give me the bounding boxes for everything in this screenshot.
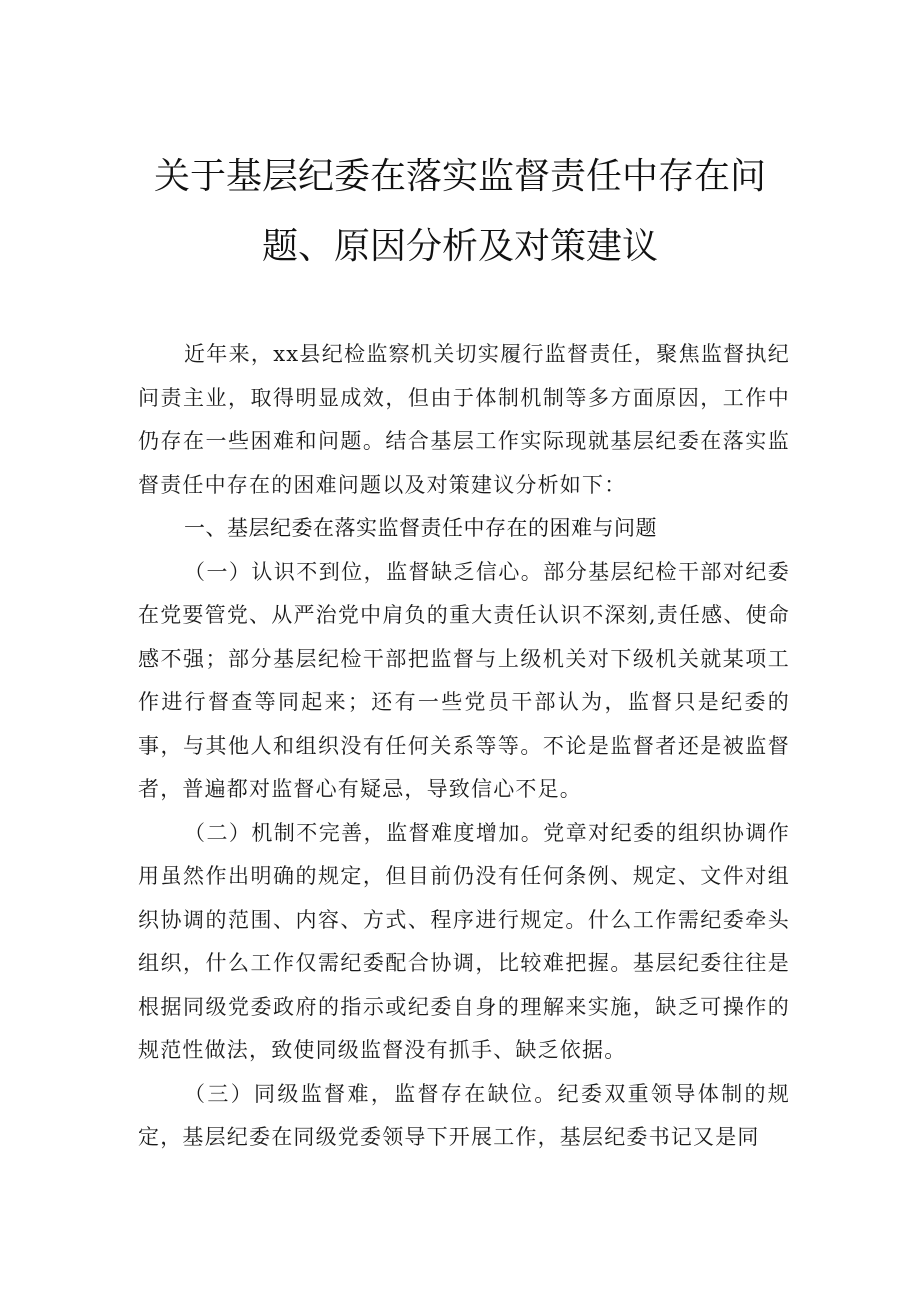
- item-2-paragraph: （二）机制不完善，监督难度增加。党章对纪委的组织协调作用虽然作出明确的规定，但目前仍没有任何条例、规定、文件对组织协调的范围、内容、方式、程序进行规定。什么工作需纪委牵头组织，什么工作仅需纪委配合协调，比较难把握。基层纪委往往是根据同级党委政府的指示或纪委自身的理解来实施，缺乏可操作的规范性做法，致使同级监督没有抓手、缺乏依据。: [138, 820, 790, 1062]
- item-3-paragraph: （三）同级监督难，监督存在缺位。纪委双重领导体制的规定，基层纪委在同级党委领导下开展工作，基层纪委书记又是同: [138, 1081, 790, 1149]
- document-title-line-2: 题、原因分析及对策建议: [261, 226, 658, 267]
- document-body: [138, 333, 790, 1160]
- intro-paragraph: 近年来，xx县纪检监察机关切实履行监督责任，聚焦监督执纪问责主业，取得明显成效，但由于体制机制等多方面原因，工作中仍存在一些困难和问题。结合基层工作实际现就基层纪委在落实监督责任中存在的困难问题以及对策建议分析如下：: [138, 342, 790, 497]
- document-title-line-1: 关于基层纪委在落实监督责任中存在问: [153, 156, 766, 197]
- section-1-heading: 一、基层纪委在落实监督责任中存在的困难与问题: [184, 516, 657, 540]
- item-1-paragraph: （一）认识不到位，监督缺乏信心。部分基层纪检干部对纪委在党要管党、从严治党中肩负的重大责任认识不深刻,责任感、使命感不强；部分基层纪检干部把监督与上级机关对下级机关就某项工作进行督查等同起来；还有一些党员干部认为，监督只是纪委的事，与其他人和组织没有任何关系等等。不论是监督者还是被监督者，普遍都对监督心有疑忌，导致信心不足。: [138, 559, 790, 801]
